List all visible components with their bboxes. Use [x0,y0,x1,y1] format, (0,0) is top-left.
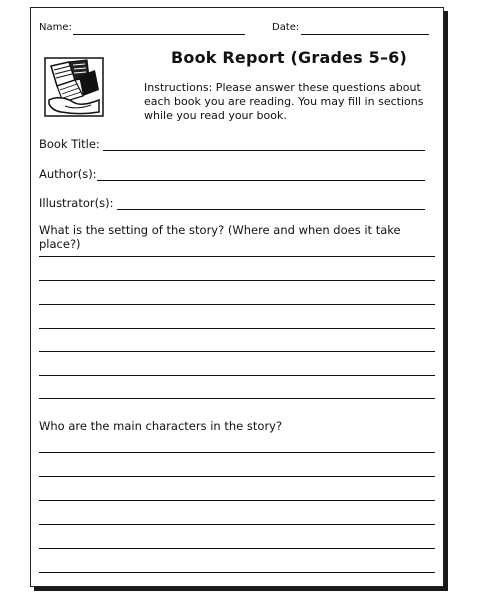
instructions-line-1: Instructions: Please answer these questions about [144,81,421,94]
date-label: Date: [272,22,300,33]
book-title-label: Book Title: [39,137,100,151]
setting-answer-line[interactable] [39,280,435,281]
worksheet-page [30,7,444,587]
setting-answer-line[interactable] [39,375,435,376]
instructions-line-3: while you read your book. [144,109,287,122]
setting-answer-line[interactable] [39,398,435,399]
setting-question: What is the setting of the story? (Where and when does it take place?) [39,223,401,251]
name-label: Name: [39,22,72,33]
characters-answer-line[interactable] [39,524,435,525]
characters-answer-line[interactable] [39,500,435,501]
instructions-line-2: each book you are reading. You may fill in sections [144,95,424,108]
setting-answer-line[interactable] [39,256,435,257]
setting-answer-line[interactable] [39,304,435,305]
setting-answer-line[interactable] [39,351,435,352]
page-title: Book Report (Grades 5–6) [171,48,408,67]
setting-answer-line[interactable] [39,328,435,329]
characters-answer-line[interactable] [39,476,435,477]
book-in-hand-icon [43,56,105,118]
characters-answer-line[interactable] [39,548,435,549]
name-field[interactable] [73,34,245,35]
instructions-text [144,81,423,123]
illustrators-label: Illustrator(s): [39,196,114,210]
authors-label: Author(s): [39,167,97,181]
characters-answer-line[interactable] [39,452,435,453]
illustrators-field[interactable] [117,209,425,210]
authors-field[interactable] [97,180,425,181]
characters-answer-line[interactable] [39,572,435,573]
characters-question: Who are the main characters in the story? [39,419,283,433]
date-field[interactable] [301,34,429,35]
book-title-field[interactable] [103,150,425,151]
